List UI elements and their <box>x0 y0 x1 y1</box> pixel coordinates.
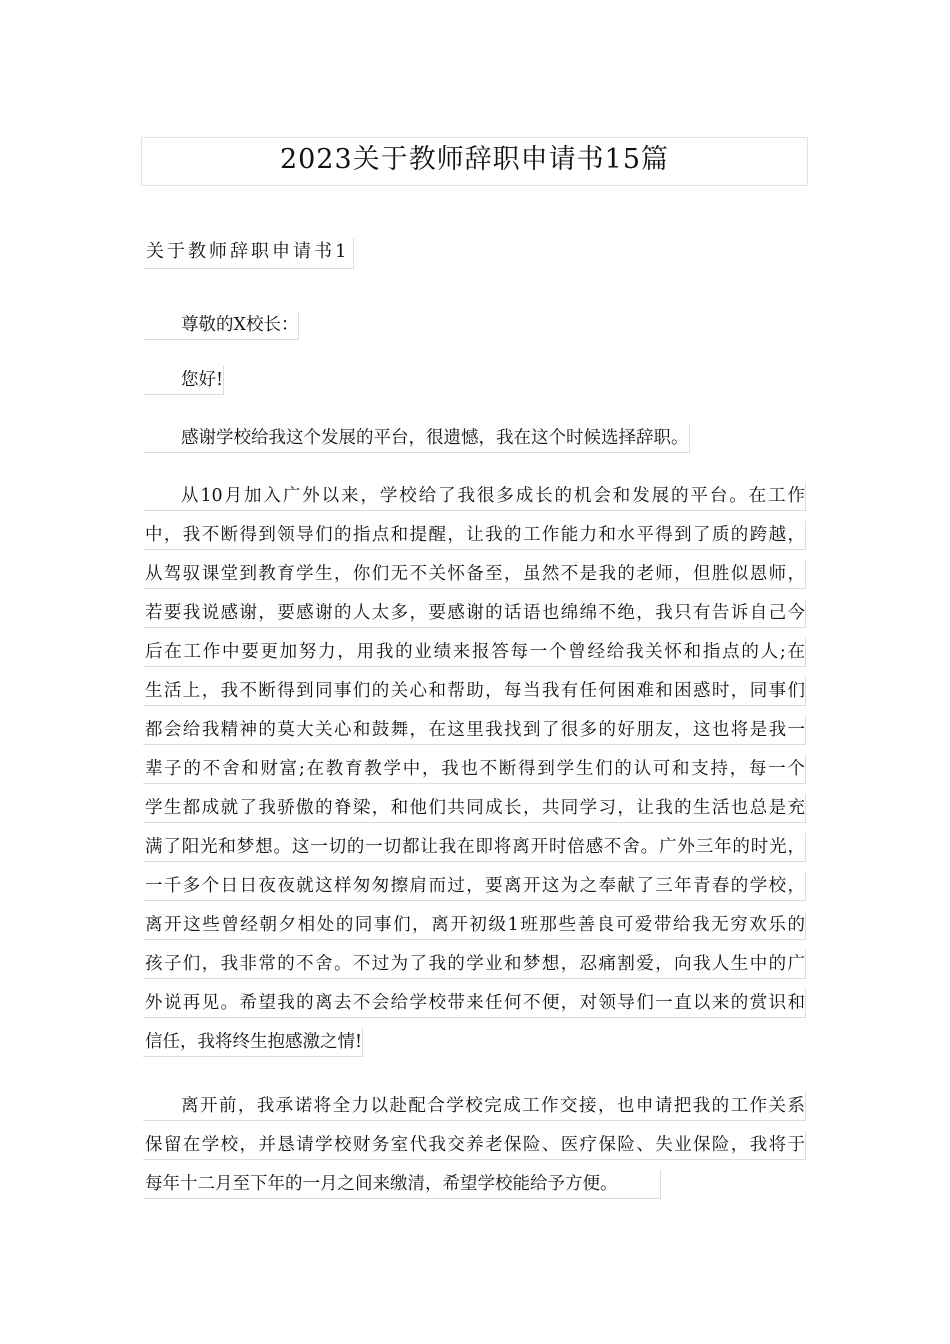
paragraph-line: 辈子的不舍和财富;在教育教学中，我也不断得到学生们的认可和支持，每一个 <box>143 755 806 784</box>
paragraph-line: 离开这些曾经朝夕相处的同事们，离开初级1班那些善良可爱带给我无穷欢乐的 <box>143 911 806 940</box>
paragraph-line: 信任，我将终生抱感激之情! <box>143 1028 363 1057</box>
paragraph-line: 离开前，我承诺将全力以赴配合学校完成工作交接，也申请把我的工作关系 <box>143 1092 806 1121</box>
paragraph-line: 生活上，我不断得到同事们的关心和帮助，每当我有任何困难和困惑时，同事们 <box>143 677 806 706</box>
paragraph-line: 保留在学校，并恳请学校财务室代我交养老保险、医疗保险、失业保险，我将于 <box>143 1131 806 1160</box>
paragraph-1: 感谢学校给我这个发展的平台，很遗憾，我在这个时候选择辞职。 <box>143 424 690 453</box>
paragraph-line: 从驾驭课堂到教育学生，你们无不关怀备至，虽然不是我的老师，但胜似恩师， <box>143 560 806 589</box>
paragraph-line: 一千多个日日夜夜就这样匆匆擦肩而过，要离开这为之奉献了三年青春的学校， <box>143 872 806 901</box>
document-title: 2023关于教师辞职申请书15篇 <box>141 137 808 186</box>
paragraph-line: 每年十二月至下年的一月之间来缴清，希望学校能给予方便。 <box>143 1170 661 1199</box>
section-heading: 关于教师辞职申请书1 <box>143 238 354 269</box>
paragraph-line: 中，我不断得到领导们的指点和提醒，让我的工作能力和水平得到了质的跨越， <box>143 521 806 550</box>
paragraph-line: 外说再见。希望我的离去不会给学校带来任何不便，对领导们一直以来的赏识和 <box>143 989 806 1018</box>
paragraph-line: 满了阳光和梦想。这一切的一切都让我在即将离开时倍感不舍。广外三年的时光， <box>143 833 806 862</box>
paragraph-line: 若要我说感谢，要感谢的人太多，要感谢的话语也绵绵不绝，我只有告诉自己今 <box>143 599 806 628</box>
greeting: 您好! <box>143 366 224 395</box>
salutation: 尊敬的X校长： <box>143 311 299 340</box>
paragraph-line: 从10月加入广外以来，学校给了我很多成长的机会和发展的平台。在工作 <box>143 482 806 511</box>
paragraph-line: 学生都成就了我骄傲的脊梁，和他们共同成长，共同学习，让我的生活也总是充 <box>143 794 806 823</box>
paragraph-line: 后在工作中要更加努力，用我的业绩来报答每一个曾经给我关怀和指点的人;在 <box>143 638 806 667</box>
paragraph-line: 都会给我精神的莫大关心和鼓舞，在这里我找到了很多的好朋友，这也将是我一 <box>143 716 806 745</box>
paragraph-line: 孩子们，我非常的不舍。不过为了我的学业和梦想，忍痛割爱，向我人生中的广 <box>143 950 806 979</box>
